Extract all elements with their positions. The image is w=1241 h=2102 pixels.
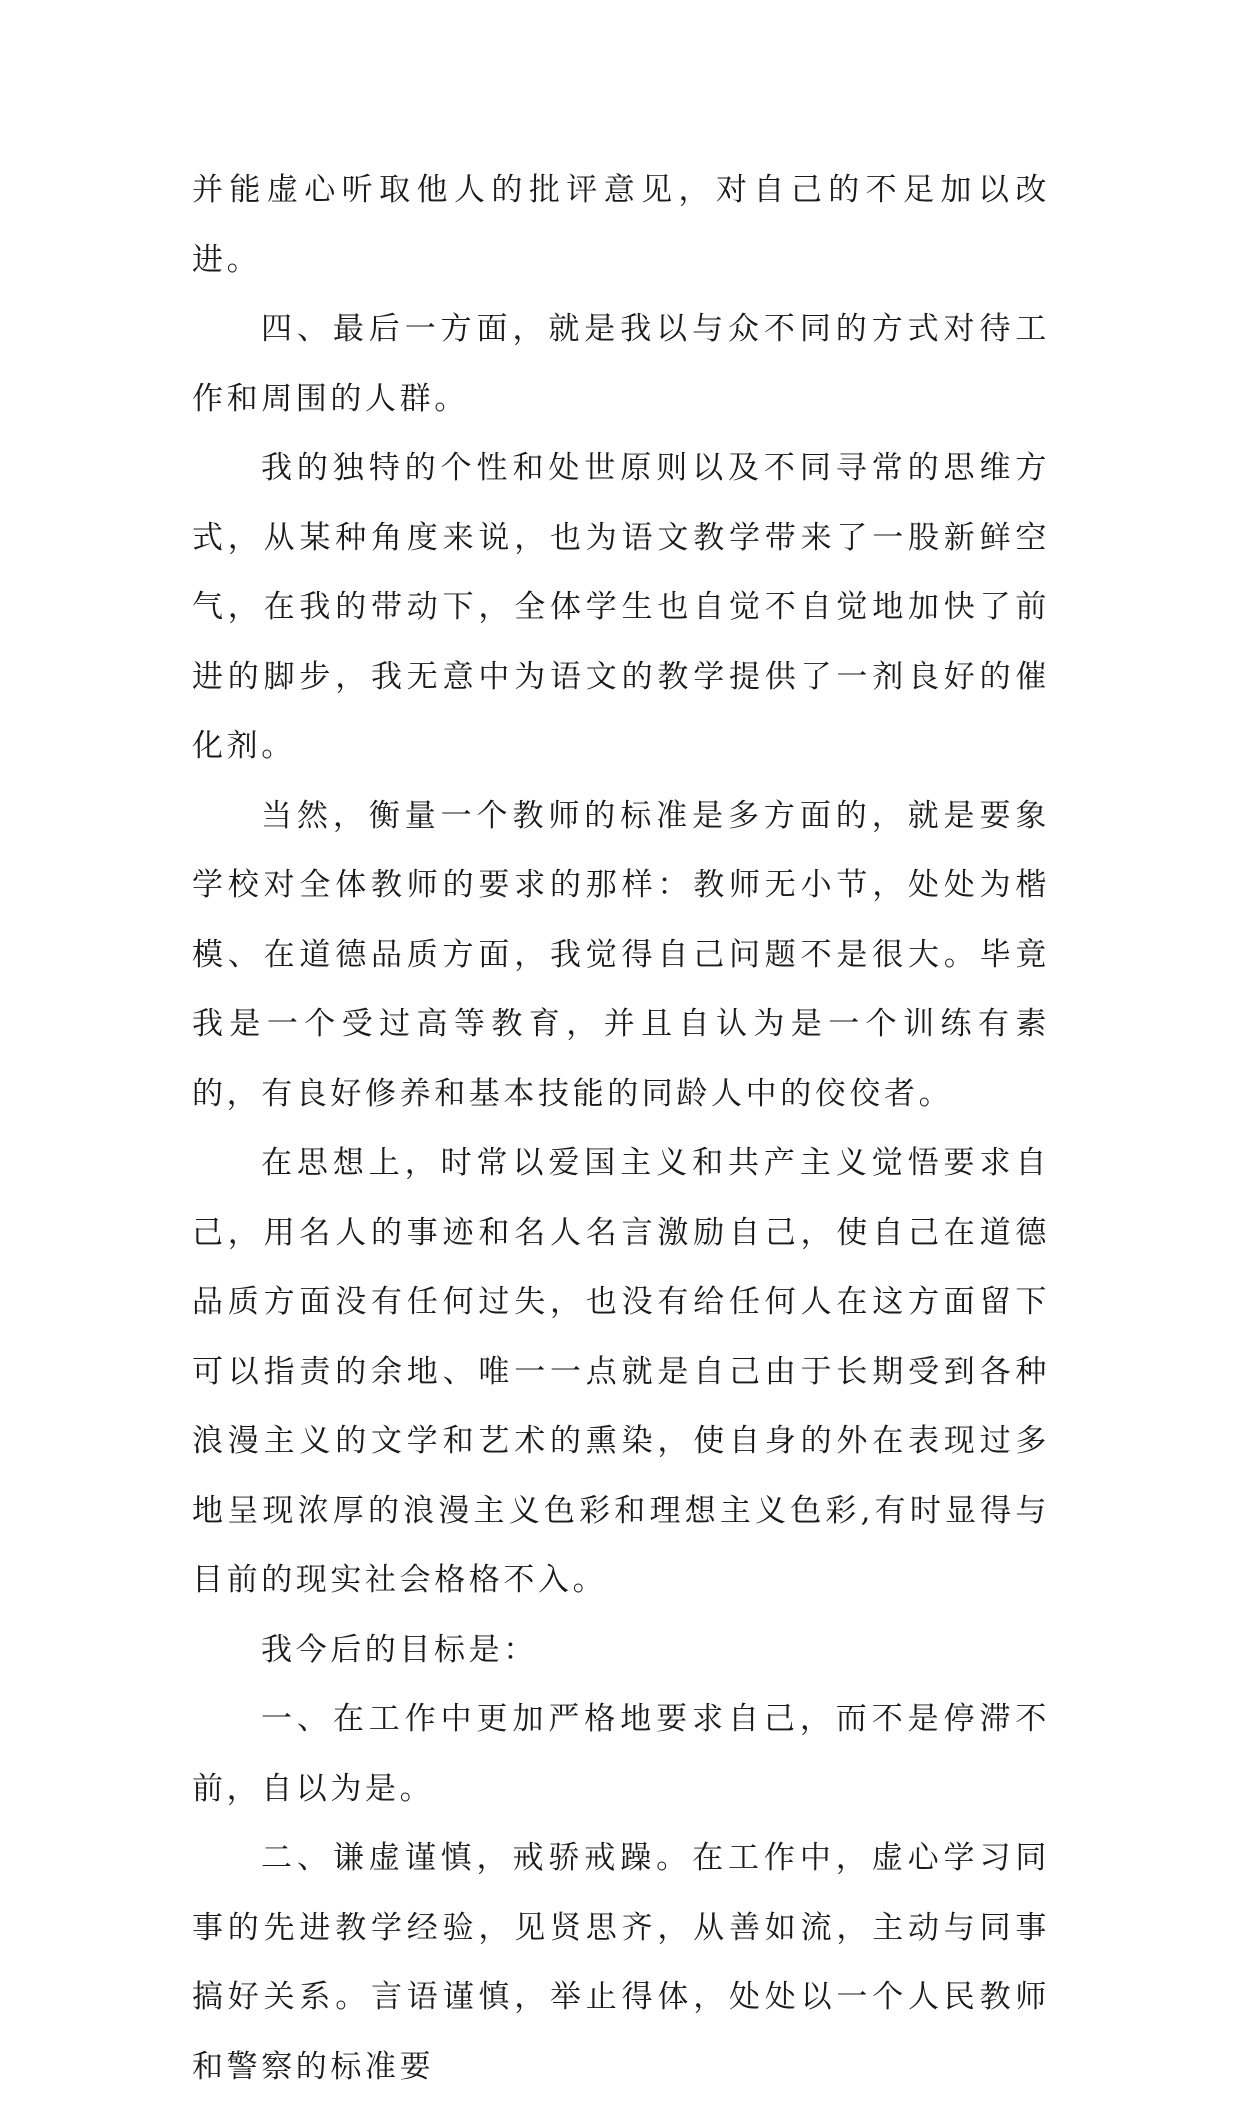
paragraph: 当然，衡量一个教师的标准是多方面的，就是要象学校对全体教师的要求的那样：教师无小节，处处为楷模、在道德品质方面，我觉得自己问题不是很大。毕竟我是一个受过高等教育，并且自认为是一个训练有素的，有良好修养和基本技能的同龄人中的佼佼者。 — [192, 797, 1050, 1112]
paragraph: 并能虚心听取他人的批评意见，对自己的不足加以改进。 — [192, 172, 1050, 278]
paragraph: 一、在工作中更加严格地要求自己，而不是停滞不前，自以为是。 — [192, 1701, 1050, 1807]
paragraph: 我的独特的个性和处世原则以及不同寻常的思维方式，从某种角度来说，也为语文教学带来了一股新鲜空气，在我的带动下，全体学生也自觉不自觉地加快了前进的脚步，我无意中为语文的教学提供了一剂良好的催化剂。 — [192, 450, 1050, 764]
paragraph: 四、最后一方面，就是我以与众不同的方式对待工作和周围的人群。 — [192, 311, 1050, 417]
body-text — [192, 156, 1050, 2102]
paragraph: 在思想上，时常以爱国主义和共产主义觉悟要求自己，用名人的事迹和名人名言激励自己，使自己在道德品质方面没有任何过失，也没有给任何人在这方面留下可以指责的余地、唯一一点就是自己由于长期受到各种浪漫主义的文学和艺术的熏染，使自身的外在表现过多地呈现浓厚的浪漫主义色彩和理想主义色彩,有时显得与目前的现实社会格格不入。 — [192, 1145, 1050, 1598]
paragraph: 二、谦虚谨慎，戒骄戒躁。在工作中，虚心学习同事的先进教学经验，见贤思齐，从善如流，主动与同事搞好关系。言语谨慎，举止得体，处处以一个人民教师和警察的标准要 — [192, 1840, 1050, 2085]
paragraph: 我今后的目标是： — [261, 1631, 538, 1668]
